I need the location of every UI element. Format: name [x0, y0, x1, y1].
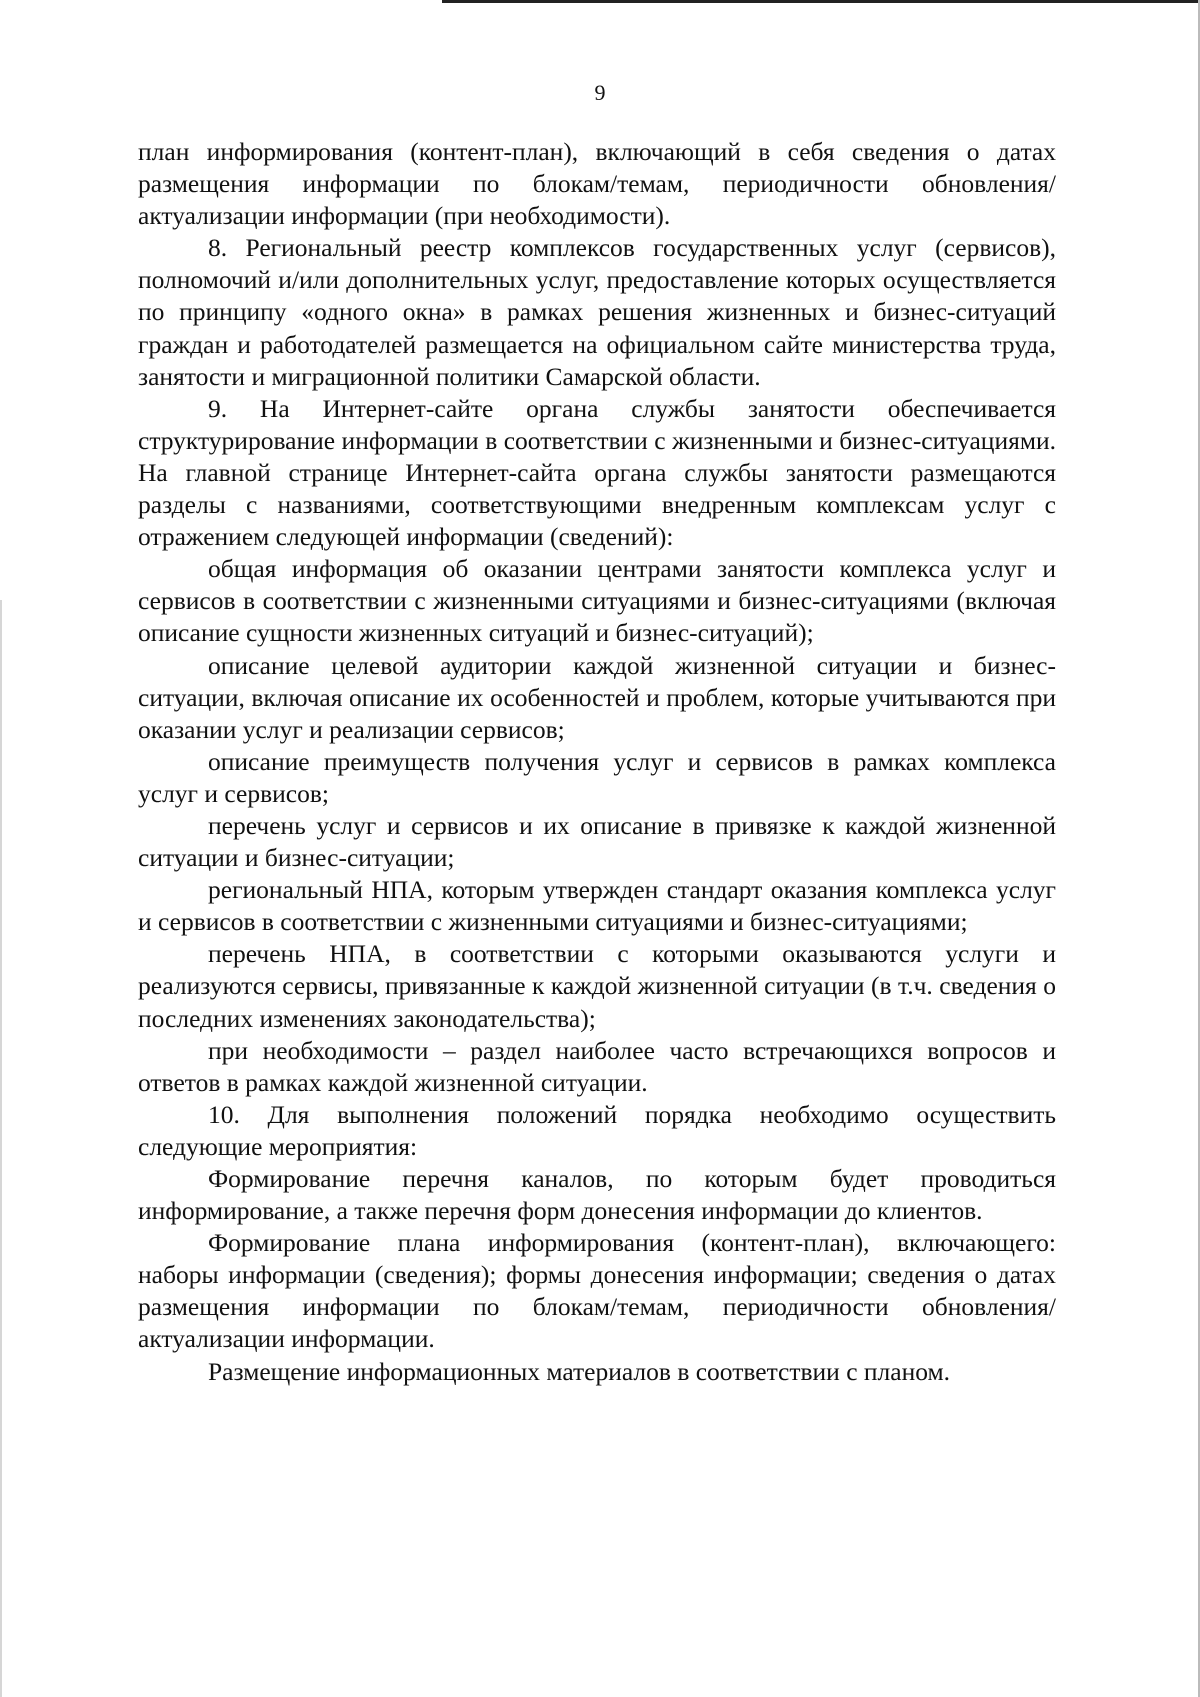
list-item-services-list: перечень услуг и сервисов и их описание в привязке к каждой жизненной ситуации и бизнес-ситуации;: [138, 810, 1056, 873]
paragraph-item-8-regional-registry: 8. Региональный реестр комплексов государственных услуг (сервисов), полномочий и/или дополнительных услуг, предоставление которых осуществляется по принципу «одного окна» в рамках решения жизненных и бизнес-ситуаций граждан и работодателей размещается на официальном сайте министерства труда, занятости и миграционной политики Самарской области.: [138, 233, 1056, 391]
page-number: 9: [594, 80, 606, 105]
paragraph-content-plan-continuation: план информирования (контент-план), включающий в себя сведения о датах размещения информации по блокам/темам, периодичности обновления/актуализации информации (при необходимости).: [138, 137, 1056, 231]
list-item-advantages: описание преимуществ получения услуг и сервисов в рамках комплекса услуг и сервисов;: [138, 746, 1056, 808]
top-scan-rule: [442, 0, 1200, 3]
paragraph-item-9-website-structure: 9. На Интернет-сайте органа службы занятости обеспечивается структурирование информации в соответствии с жизненными и бизнес-ситуациями. На главной странице Интернет-сайта органа службы занятости размещаются разделы с названиями, соответствующими внедренным комплексам услуг с отражением следующей информации (сведений):: [138, 393, 1056, 552]
measure-content-plan: Формирование плана информирования (контент-план), включающего: наборы информации (сведения); формы донесения информации; сведения о датах размещения информации по блокам/темам, периодичности обновления/ актуализации информации.: [138, 1228, 1056, 1354]
list-item-faq-section: при необходимости – раздел наиболее часто встречающихся вопросов и ответов в рамках каждой жизненной ситуации.: [138, 1035, 1056, 1097]
paragraph-item-10-measures: 10. Для выполнения положений порядка необходимо осуществить следующие мероприятия:: [138, 1099, 1056, 1161]
measure-channels-list: Формирование перечня каналов, по которым будет проводиться информирование, а также перечня форм донесения информации до клиентов.: [138, 1164, 1056, 1226]
list-item-regional-npa: региональный НПА, которым утвержден стандарт оказания комплекса услуг и сервисов в соответствии с жизненными ситуациями и бизнес-ситуациями;: [138, 875, 1056, 937]
document-body: [138, 136, 1056, 1388]
measure-placement: Размещение информационных материалов в соответствии с планом.: [208, 1356, 951, 1386]
list-item-general-information: общая информация об оказании центрами занятости комплекса услуг и сервисов в соответствии с жизненными ситуациями и бизнес-ситуациями (включая описание сущности жизненных ситуаций и бизнес-ситуаций);: [138, 554, 1056, 648]
list-item-target-audience: описание целевой аудитории каждой жизненной ситуации и бизнес-ситуации, включая описание их особенностей и проблем, которые учитываются при оказании услуг и реализации сервисов;: [138, 650, 1056, 744]
left-scan-edge: [0, 600, 2, 1697]
list-item-npa-list: перечень НПА, в соответствии с которыми оказываются услуги и реализуются сервисы, привязанные к каждой жизненной ситуации (в т.ч. сведения о последних изменениях законодательства);: [138, 939, 1056, 1033]
